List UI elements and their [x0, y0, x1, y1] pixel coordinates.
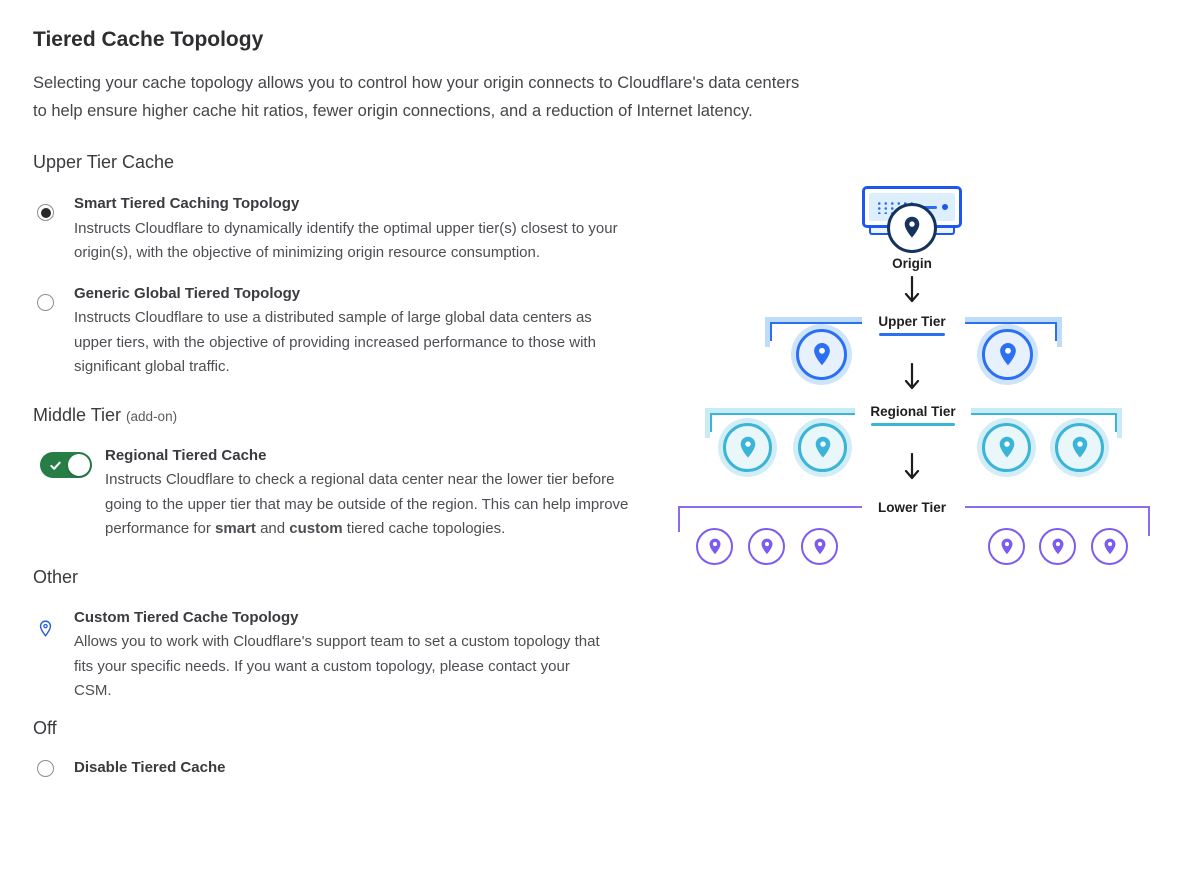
- regional-desc-bold-custom: custom: [289, 520, 343, 537]
- lower-tier-pin-icon: [1091, 528, 1128, 565]
- regional-desc-start: Instructs Cloudflare to check a regional data center near the lower tier before going to the upper tier that may be outside of the region. This can help improve performance for: [105, 471, 629, 537]
- tiered-cache-settings-panel: [33, 28, 800, 780]
- option-title-smart-tiered: Smart Tiered Caching Topology: [74, 195, 300, 212]
- server-power-dot: [942, 204, 948, 210]
- toggle-knob: [68, 454, 90, 476]
- option-smart-tiered: [33, 192, 634, 266]
- page-title: Tiered Cache Topology: [33, 28, 264, 51]
- option-description-generic-global: Instructs Cloudflare to use a distributed sample of large global data centers as upper tiers, with the objective of providing increased performance to those with significant global traffic.: [74, 309, 596, 375]
- option-description-regional-tiered-cache: [105, 468, 640, 542]
- location-pin-icon: [37, 619, 54, 640]
- page-description-line-1: Selecting your cache topology allows you to control how your origin connects to Cloudflare's data centers: [33, 74, 800, 92]
- option-title-regional-tiered-cache: Regional Tiered Cache: [105, 446, 267, 464]
- add-on-note: (add-on): [126, 408, 178, 424]
- upper-tier-label: [862, 314, 962, 336]
- section-heading-upper-tier-cache: Upper Tier Cache: [33, 152, 175, 172]
- regional-tier-label-text: Regional Tier: [870, 404, 956, 419]
- arrow-down-icon: [903, 453, 921, 483]
- option-title-custom-tiered: Custom Tiered Cache Topology: [74, 608, 299, 626]
- lower-tier-pin-icon: [748, 528, 785, 565]
- section-heading-middle-tier: [33, 404, 733, 428]
- regional-tiered-cache-toggle[interactable]: [40, 452, 92, 478]
- lower-tier-pin-icon: [988, 528, 1025, 565]
- arrow-down-icon: [903, 363, 921, 393]
- regional-tier-pin-icon: [982, 423, 1031, 472]
- arrow-down-icon: [903, 276, 921, 306]
- lower-tier-pin-icon: [696, 528, 733, 565]
- regional-desc-bold-smart: smart: [215, 520, 256, 537]
- option-disable-tiered-cache: [33, 756, 634, 781]
- radio-disable-tiered-cache[interactable]: [37, 760, 54, 777]
- section-heading-off: Off: [33, 717, 57, 738]
- lower-tier-pin-icon: [801, 528, 838, 565]
- upper-tier-underline: [879, 333, 945, 336]
- page-description-line-2: to help ensure higher cache hit ratios, fewer origin connections, and a reduction of Internet latency.: [33, 102, 753, 120]
- origin-pin-icon: [887, 203, 937, 253]
- option-title-generic-global: Generic Global Tiered Topology: [74, 284, 301, 302]
- upper-tier-label-text: Upper Tier: [878, 314, 946, 329]
- tiered-cache-topology-diagram: [656, 182, 1156, 582]
- section-heading-other: Other: [33, 566, 79, 587]
- regional-tier-pin-icon: [798, 423, 847, 472]
- regional-desc-end: tiered cache topologies.: [342, 520, 506, 537]
- lower-tier-pin-icon: [1039, 528, 1076, 565]
- origin-label: Origin: [862, 256, 962, 271]
- regional-tier-label: [855, 404, 971, 426]
- regional-desc-mid: and: [255, 520, 290, 537]
- lower-tier-label: [862, 500, 962, 515]
- option-description-smart-tiered: Instructs Cloudflare to dynamically identify the optimal upper tier(s) closest to your origin(s), with the objective of minimizing origin resource consumption.: [74, 219, 618, 261]
- page-description: [33, 69, 953, 125]
- radio-smart-tiered[interactable]: [37, 204, 54, 221]
- option-title-disable-tiered-cache: Disable Tiered Cache: [74, 758, 226, 776]
- option-description-custom-tiered: Allows you to work with Cloudflare's support team to set a custom topology that fits your specific needs. If you want a custom topology, please contact your CSM.: [74, 633, 600, 699]
- lower-tier-label-text: Lower Tier: [877, 500, 947, 515]
- section-heading-middle-tier-label: Middle Tier: [33, 404, 122, 425]
- option-regional-tiered-cache: [33, 444, 640, 542]
- regional-tier-underline: [871, 423, 955, 426]
- check-icon: [49, 459, 62, 472]
- regional-tier-pin-icon: [723, 423, 772, 472]
- option-custom-tiered: [33, 606, 604, 704]
- option-generic-global: [33, 282, 634, 380]
- radio-generic-global[interactable]: [37, 294, 54, 311]
- upper-tier-pin-icon: [796, 329, 847, 380]
- upper-tier-pin-icon: [982, 329, 1033, 380]
- regional-tier-pin-icon: [1055, 423, 1104, 472]
